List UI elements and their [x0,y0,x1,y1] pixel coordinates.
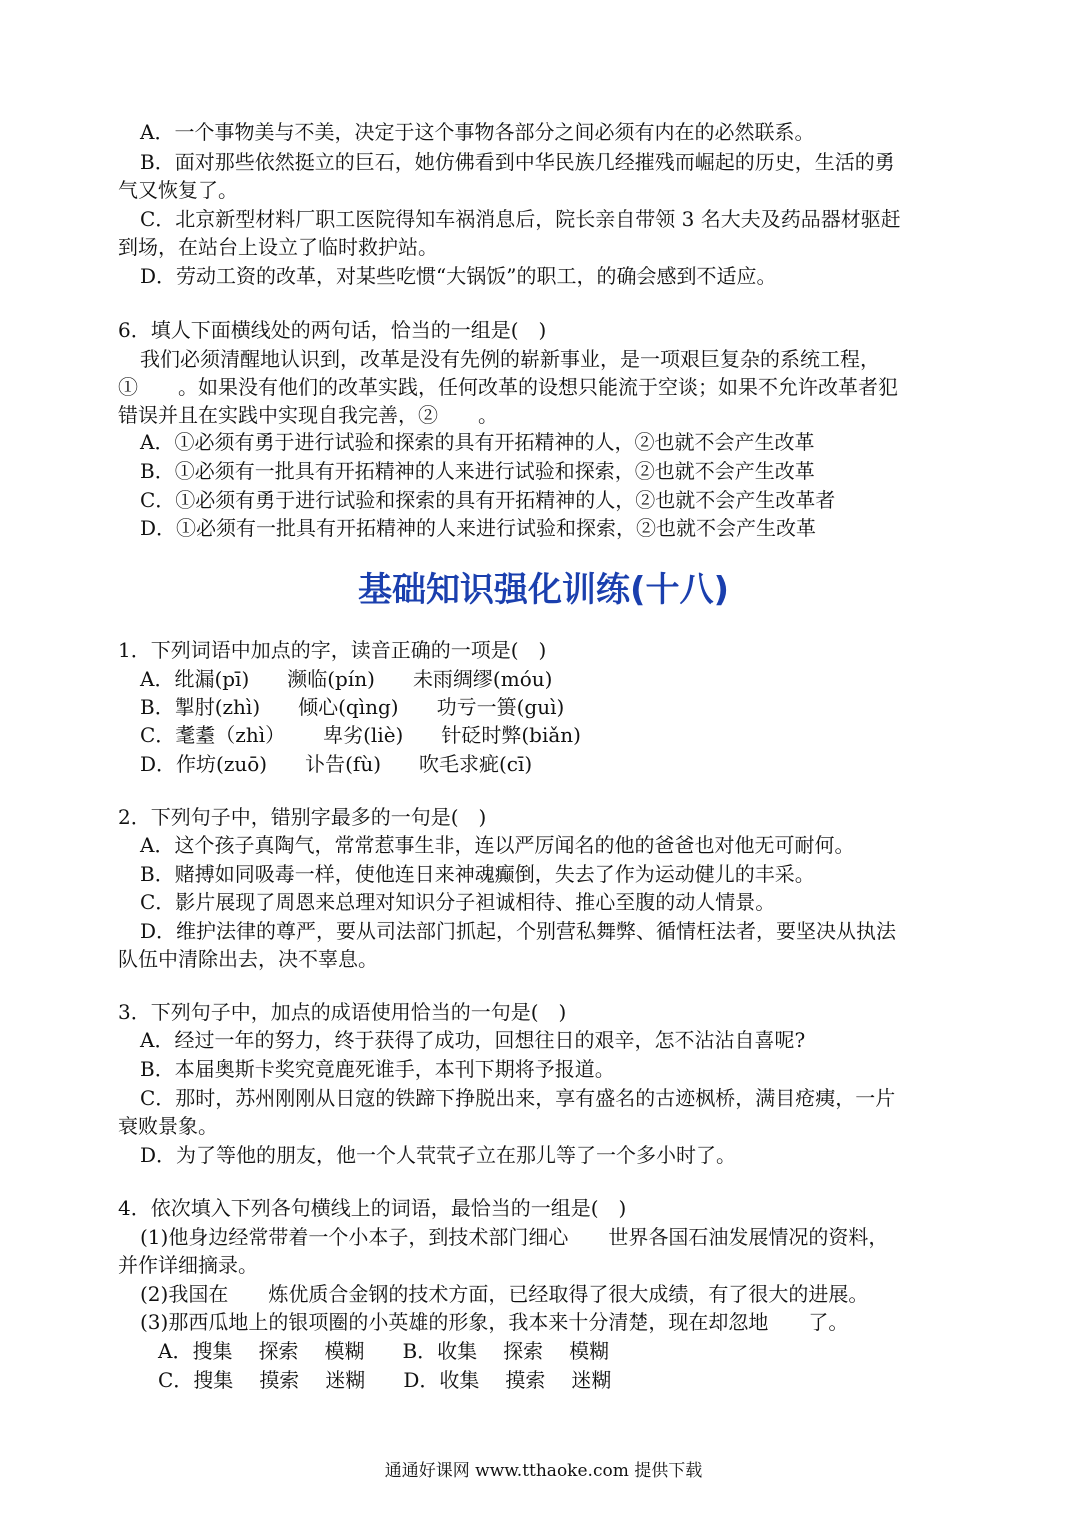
q5-option-c: C．北京新型材料厂职工医院得知车祸消息后，院长亲自带领 3 名大夫及药品器材驱赶 [140,207,901,231]
q4-sentence-1-cont: 并作详细摘录。 [118,1253,258,1277]
q4-sentence-2: (2)我国在 炼优质合金钢的技术方面，已经取得了很大成绩，有了很大的进展。 [140,1282,869,1306]
q2-option-d-cont: 队伍中清除出去，决不辜息。 [118,947,378,971]
term: 功亏一篑(guì) [436,695,565,719]
q1-option-a [140,665,1000,694]
q6-option-d: D．①必须有一批具有开拓精神的人来进行试验和探索，②也就不会产生改革 [140,516,817,540]
term: C．耄耋（zhì） [140,723,286,747]
q4-sentence-1: (1)他身边经常带着一个小本子，到技术部门细心 世界各国石油发展情况的资料， [140,1225,889,1249]
q3-option-b: B．本届奥斯卡奖究竟鹿死谁手，本刊下期将予报道。 [140,1057,615,1081]
q3-option-a: A．经过一年的努力，终于获得了成功，回想往日的艰辛，怎不沾沾自喜呢? [140,1028,806,1052]
option-word: B．收集 [402,1339,478,1363]
q5-option-b: B．面对那些依然挺立的巨石，她仿佛看到中华民族几经摧残而崛起的历史，生活的勇 [140,150,895,174]
q3-option-c: C．那时，苏州刚刚从日寇的铁蹄下挣脱出来，享有盛名的古迹枫桥，满目疮痍，一片 [140,1086,896,1110]
q3-option-d: D．为了等他的朋友，他一个人茕茕孑立在那儿等了一个多小时了。 [140,1143,737,1167]
q6-option-a: A．①必须有勇于进行试验和探索的具有开拓精神的人，②也就不会产生改革 [140,430,815,454]
q1-stem: 1．下列词语中加点的字，读音正确的一项是( ) [118,638,547,662]
q4-sentence-3: (3)那西瓜地上的银项圈的小英雄的形象，我本来十分清楚，现在却忽地 了。 [140,1310,849,1334]
q2-option-a: A．这个孩子真陶气，常常惹事生非，连以严厉闻名的他的爸爸也对他无可耐何。 [140,833,855,857]
q6-passage-line: ① 。如果没有他们的改革实践，任何改革的设想只能流于空谈；如果不允许改革者犯 [118,375,898,399]
q4-options-row [158,1366,1018,1395]
q5-option-c-cont: 到场，在站台上设立了临时救护站。 [118,235,438,259]
q1-option-d [140,750,1000,779]
q6-option-c: C．①必须有勇于进行试验和探索的具有开拓精神的人，②也就不会产生改革者 [140,488,836,512]
term: 针砭时弊(biǎn) [441,723,581,747]
q6-passage-line: 我们必须清醒地认识到，改革是没有先例的崭新事业，是一项艰巨复杂的系统工程， [140,347,880,371]
option-word: 摸索 [505,1368,546,1392]
q6-stem: 6．填人下面横线处的两句话，恰当的一组是( ) [118,318,547,342]
q5-option-d: D．劳动工资的改革，对某些吃惯“大锅饭”的职工，的确会感到不适应。 [140,264,777,288]
term: D．作坊(zuō) [140,752,268,776]
term: 讣告(fù) [305,752,381,776]
q3-stem: 3．下列句子中，加点的成语使用恰当的一句是( ) [118,1000,567,1024]
term: 吹毛求疵(cī) [419,752,533,776]
option-word: 探索 [503,1339,544,1363]
term: A．纰漏(pī) [140,667,250,691]
option-word: 模糊 [324,1339,365,1363]
q1-option-b [140,693,1000,722]
option-word: A．搜集 [158,1339,233,1363]
section-title: 基础知识强化训练(十八) [357,570,730,610]
option-word: 迷糊 [325,1368,366,1392]
q1-option-c [140,721,1000,750]
option-word: 摸索 [259,1368,300,1392]
q6-passage-line: 错误并且在实践中实现自我完善，② 。 [118,403,498,427]
q5-option-b-cont: 气又恢复了。 [118,178,238,202]
option-word: D．收集 [403,1368,480,1392]
q4-stem: 4．依次填入下列各句横线上的词语，最恰当的一组是( ) [118,1196,627,1220]
q2-option-d: D．维护法律的尊严，要从司法部门抓起，个别营私舞弊、循情枉法者，要坚决从执法 [140,919,897,943]
page-footer: 通通好课网 www.tthaoke.com 提供下载 [384,1461,703,1481]
q2-option-c: C．影片展现了周恩来总理对知识分子袒诚相待、推心至腹的动人情景。 [140,890,776,914]
q2-stem: 2．下列句子中，错别字最多的一句是( ) [118,805,487,829]
q4-options-row [158,1337,1018,1366]
term: 濒临(pín) [287,667,375,691]
q2-option-b: B．赌搏如同吸毒一样，使他连日来神魂癫倒，失去了作为运动健儿的丰采。 [140,862,815,886]
term: 卑劣(liè) [323,723,404,747]
option-word: 迷糊 [571,1368,612,1392]
option-word: C．搜集 [158,1368,234,1392]
q3-option-c-cont: 衰败景象。 [118,1114,218,1138]
term: B．掣肘(zhì) [140,695,261,719]
q6-option-b: B．①必须有一批具有开拓精神的人来进行试验和探索，②也就不会产生改革 [140,459,815,483]
option-word: 探索 [258,1339,299,1363]
option-word: 模糊 [569,1339,610,1363]
term: 未雨绸缪(móu) [412,667,553,691]
q5-option-a: A．一个事物美与不美，决定于这个事物各部分之间必须有内在的必然联系。 [140,120,815,144]
term: 倾心(qìng) [298,695,399,719]
